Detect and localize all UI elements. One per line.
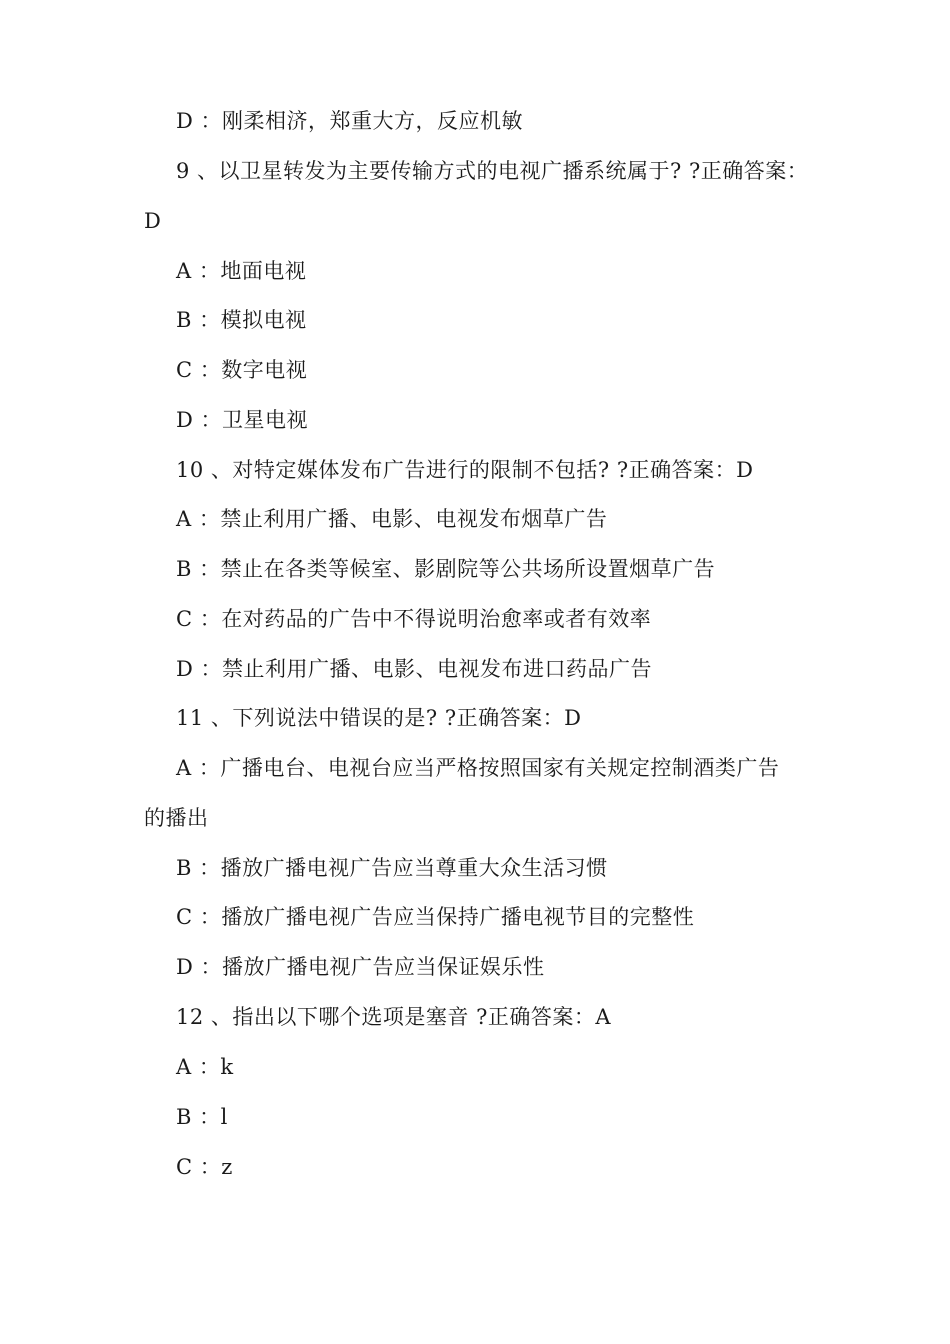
option-line: A ：地面电视: [176, 259, 307, 283]
option-line: B ：播放广播电视广告应当尊重大众生活习惯: [176, 856, 608, 880]
option-line: B ：模拟电视: [176, 308, 307, 332]
option-line: C ：数字电视: [176, 358, 308, 382]
question-line: 11 、下列说法中错误的是? ?正确答案：D: [176, 706, 582, 730]
option-line: C ：播放广播电视广告应当保持广播电视节目的完整性: [176, 905, 695, 929]
question-line: 12 、指出以下哪个选项是塞音 ?正确答案：A: [176, 1005, 611, 1029]
option-line: A ：广播电台、电视台应当严格按照国家有关规定控制酒类广告: [176, 756, 780, 780]
option-line: B ：l: [176, 1105, 228, 1129]
option-line: C ：z: [176, 1155, 233, 1179]
option-line: D ：播放广播电视广告应当保证娱乐性: [176, 955, 545, 979]
question-continuation: D: [144, 209, 162, 233]
question-line: 10 、对特定媒体发布广告进行的限制不包括? ?正确答案：D: [176, 458, 754, 482]
option-continuation: 的播出: [144, 806, 209, 830]
option-line: A ：k: [176, 1055, 234, 1079]
option-line: D ：禁止利用广播、电影、电视发布进口药品广告: [176, 657, 653, 681]
option-line: D ：刚柔相济，郑重大方，反应机敏: [176, 109, 524, 133]
option-line: B ：禁止在各类等候室、影剧院等公共场所设置烟草广告: [176, 557, 716, 581]
option-line: D ：卫星电视: [176, 408, 309, 432]
option-line: A ：禁止利用广播、电影、电视发布烟草广告: [176, 507, 608, 531]
question-line: 9 、以卫星转发为主要传输方式的电视广播系统属于? ?正确答案：: [176, 159, 809, 183]
option-line: C ：在对药品的广告中不得说明治愈率或者有效率: [176, 607, 652, 631]
